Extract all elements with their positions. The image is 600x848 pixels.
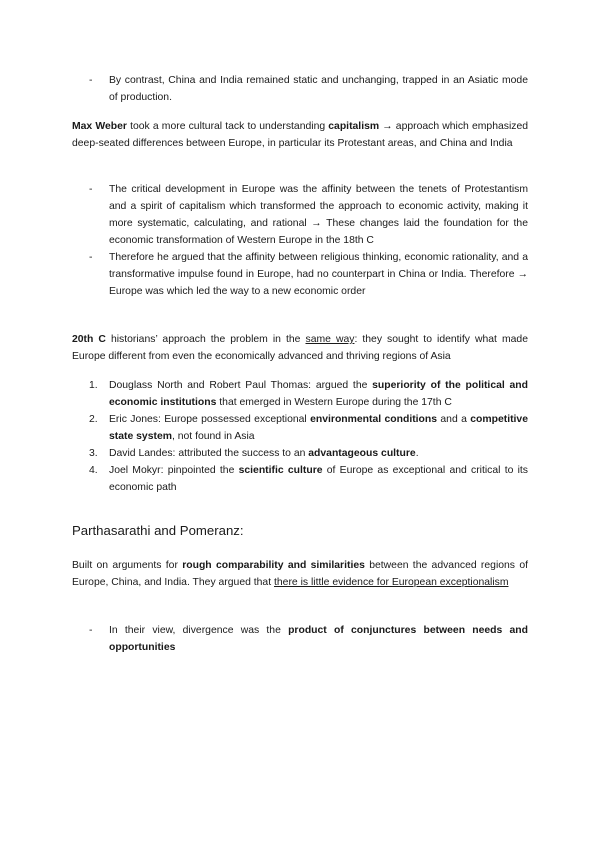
item-text: , not found in Asia — [171, 431, 255, 442]
section-bold: rough comparability and similarities — [182, 560, 365, 571]
weber-rest: → approach which emphasized deep-seated differences between Europe, in particular its Protestant areas, and China and India — [72, 121, 529, 149]
list-number: 3. — [89, 448, 98, 459]
list-item-north-thomas — [109, 377, 528, 411]
weber-paragraph — [72, 118, 528, 152]
weber-bullet-2: Therefore he argued that the affinity between religious thinking, economic rationality, and a transformative impulse found in Europe, had no counterpart in China or India. Therefore → Europe was which led the way to a new economic order — [109, 252, 528, 297]
item-bold: advantageous culture — [308, 448, 416, 459]
item-bold: scientific culture — [238, 465, 323, 476]
bullet-dash: - — [89, 75, 93, 86]
item-text: Douglass North and Robert Paul Thomas: argued the — [109, 380, 373, 391]
item-bold: competitive state system — [109, 414, 528, 442]
item-text: . — [415, 448, 419, 459]
historians-paragraph — [72, 331, 528, 365]
bullet-text: In their view, divergence was the — [109, 625, 289, 636]
list-number: 2. — [89, 414, 98, 425]
section-heading: Parthasarathi and Pomeranz: — [72, 523, 244, 538]
list-item-landes — [109, 445, 528, 462]
item-text: that emerged in Western Europe during the 17th C — [216, 397, 452, 408]
item-text: Joel Mokyr: pinpointed the — [109, 465, 239, 476]
historians-text-a: historians’ approach the problem in the — [105, 334, 306, 345]
section-underlined: there is little evidence for European exceptionalism — [274, 577, 509, 588]
list-item-jones — [109, 411, 528, 445]
item-bold: superiority of the political and economic institutions — [109, 380, 528, 408]
list-item-mokyr — [109, 462, 528, 496]
bullet-dash: - — [89, 252, 93, 263]
list-number: 4. — [89, 465, 98, 476]
section-text-b: between the advanced regions of Europe, China, and India. They argued that — [72, 560, 528, 588]
section-text-a: Built on arguments for — [72, 560, 183, 571]
historians-text-b: : they sought to identify what made Europe different from even the economically advanced and thriving regions of Asia — [72, 334, 528, 362]
weber-lead: took a more cultural tack to understanding — [126, 121, 329, 132]
historians-underlined: same way — [305, 334, 355, 345]
historians-lead: 20th C — [72, 334, 106, 345]
bullet-dash: - — [89, 625, 93, 636]
bullet-dash: - — [89, 184, 93, 195]
item-text: and a — [437, 414, 471, 425]
weber-bullet-1: The critical development in Europe was the affinity between the tenets of Protestantism and a spirit of capitalism which transformed the approach to economic activity, making it more systematic, calculating, and rational → These changes laid the foundation for the economic transformation of Western Europe in the 18th C — [109, 184, 528, 246]
item-bold: environmental conditions — [310, 414, 438, 425]
item-text: Eric Jones: Europe possessed exceptional — [109, 414, 311, 425]
weber-term: capitalism — [328, 121, 380, 132]
item-text: David Landes: attributed the success to an — [109, 448, 309, 459]
weber-name: Max Weber — [72, 121, 127, 132]
section-bullet — [109, 622, 528, 656]
item-text: of Europe as exceptional and critical to its economic path — [109, 465, 528, 493]
section-paragraph — [72, 557, 528, 591]
list-number: 1. — [89, 380, 98, 391]
bullet-bold: product of conjunctures between needs and opportunities — [109, 625, 528, 653]
intro-bullet-text: By contrast, China and India remained static and unchanging, trapped in an Asiatic mode of production. — [109, 75, 528, 103]
